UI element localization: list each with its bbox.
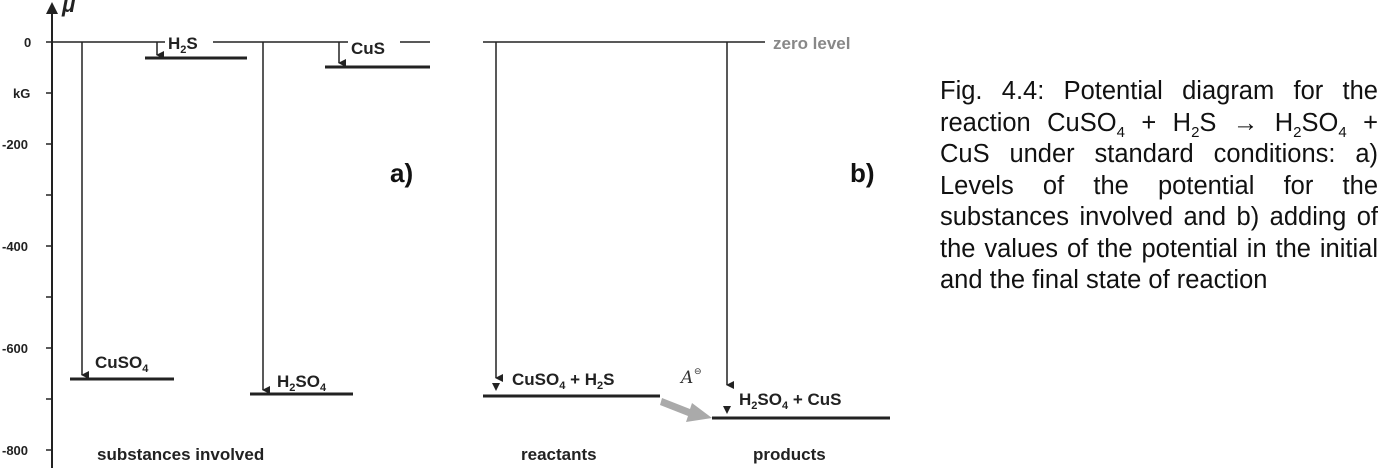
- tick-minus-200: -200: [2, 137, 29, 152]
- drive-superscript: ⊖: [694, 367, 702, 377]
- label-reactants: CuSO$_4$ + $H_2S$: [512, 370, 615, 392]
- panel-b-label: b): [850, 158, 875, 188]
- label-cuso4: CuSO$_4$: [95, 353, 149, 375]
- footer-products: products: [753, 445, 826, 464]
- tick-minus-400: -400: [2, 239, 29, 254]
- drive-arrow-icon: [660, 398, 712, 422]
- label-h2s: $H_2S$: [168, 34, 198, 56]
- label-cus: CuS: [351, 39, 385, 58]
- label-h2so4: $H_2SO_4$: [277, 372, 327, 394]
- axis-symbol: μ: [62, 0, 76, 17]
- footer-substances: substances involved: [97, 445, 265, 464]
- zero-level-label: zero level: [773, 34, 851, 53]
- tick-minus-800: -800: [2, 443, 29, 458]
- panel-a-label: a): [390, 158, 414, 188]
- tick-0: 0: [24, 35, 32, 50]
- tick-minus-600: -600: [2, 341, 29, 356]
- products-step-arrow-icon: [723, 406, 731, 414]
- tick-unit: kG: [13, 86, 31, 101]
- footer-reactants: reactants: [521, 445, 597, 464]
- label-products: $H_2SO_4$ + CuS: [739, 390, 842, 412]
- drive-symbol: A: [681, 368, 694, 388]
- figure-caption: Fig. 4.4: Potential diagram for the reaction CuSO$_4$ + $H_2S \to H_2SO_4$ + CuS under standard conditions: a) Levels of the potential for the substances involved and b) adding of the values of the potential in the initial and the final state of reaction: [940, 77, 1378, 294]
- axis-arrow-icon: [46, 2, 58, 14]
- reactants-step-arrow-icon: [492, 383, 500, 391]
